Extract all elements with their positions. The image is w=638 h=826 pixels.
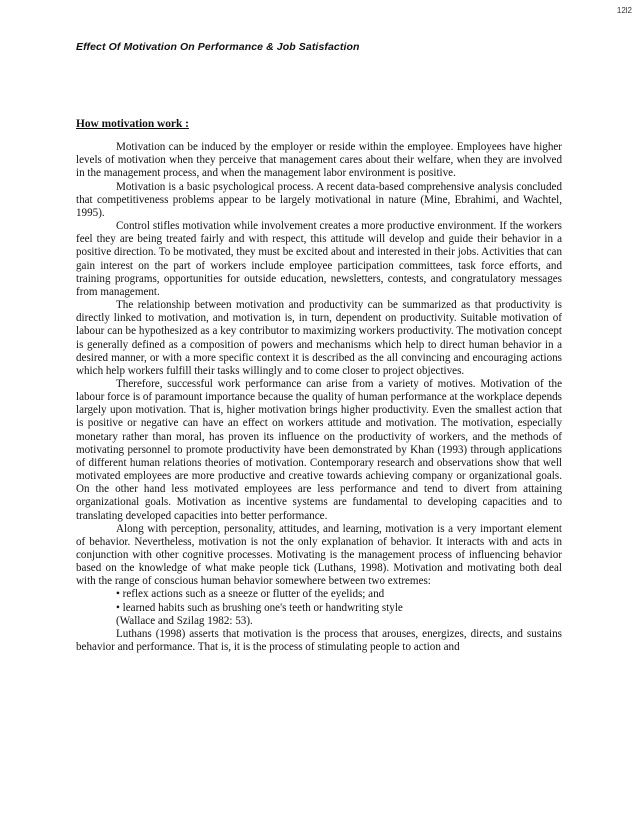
paragraph: Motivation can be induced by the employer or reside within the employee. Employees have higher levels of motivation when they perceive that management cares about their welfare, when they are involved in the management process, and when the management labor environment is positive. [76, 141, 562, 180]
paragraph: Along with perception, personality, attitudes, and learning, motivation is a very important element of behavior. Nevertheless, motivation is not the only explanation of behavior. It interacts with and acts in conjunction with other cognitive processes. Motivating is the management process of influencing behavior based on the knowledge of what make people tick (Luthans, 1998). Motivation and motivating both deal with the range of conscious human behavior somewhere between two extremes: [76, 522, 562, 588]
paragraph: Control stifles motivation while involvement creates a more productive environment. If the workers feel they are being treated fairly and with respect, this attitude will develop and guide their behavior in a positive direction. To be motivated, they must be excited about and interested in their jobs. Activities that can gain interest on the part of workers include employee participation committees, task force efforts, and training programs, opportunities for outside education, newsletters, contests, and congratulatory messages from management. [76, 220, 562, 298]
paragraph: Motivation is a basic psychological process. A recent data-based comprehensive analysis concluded that competitiveness problems appear to be largely motivational in nature (Mine, Ebrahimi, and Wachtel, 1995). [76, 180, 562, 219]
page-number: 12l2 [616, 6, 632, 15]
citation-line: (Wallace and Szilag 1982: 53). [116, 614, 253, 627]
running-header: Effect Of Motivation On Performance & Job Satisfaction [76, 41, 360, 53]
bullet-item: • learned habits such as brushing one's teeth or handwriting style [116, 601, 403, 614]
paragraph: Luthans (1998) asserts that motivation is the process that arouses, energizes, directs, and sustains behavior and performance. That is, it is the process of stimulating people to action and [76, 627, 562, 654]
document-body [76, 118, 562, 654]
paragraph: The relationship between motivation and productivity can be summarized as that productivity is directly linked to motivation, and motivation is, in turn, dependent on productivity. Suitable motivation of labour can be hypothesized as a key contributor to maximizing workers productivity. The motivation concept is generally defined as a composition of powers and mechanisms which help to direct human behavior in a desired manner, or with a more specific context it is described as the all convincing and encouraging actions which help workers fulfill their tasks willingly and to come closer to project objectives. [76, 299, 562, 377]
bullet-item: • reflex actions such as a sneeze or flutter of the eyelids; and [116, 588, 385, 601]
section-heading: How motivation work : [76, 118, 189, 130]
paragraph: Therefore, successful work performance can arise from a variety of motives. Motivation of the labour force is of paramount importance because the quality of human performance at the workplace depends largely upon motivation. That is, higher motivation brings higher productivity. Even the smallest action that is positive or negative can have an effect on workers attitude and motivation. The motivation, especially monetary rather than moral, has proven its influence on the productivity of workers, and the methods of motivating personnel to promote productivity have been demonstrated by Khan (1993) through applications of different human relations theories of motivation. Contemporary research and observations show that well motivated employees are more productive and creative towards achieving company or organizational goals. On the other hand less motivated employees are less performance and tend to divert from attaining organizational goals. Motivation as incentive systems are fundamental to developing capacities and to translating developed capacities into better performance. [76, 377, 562, 522]
